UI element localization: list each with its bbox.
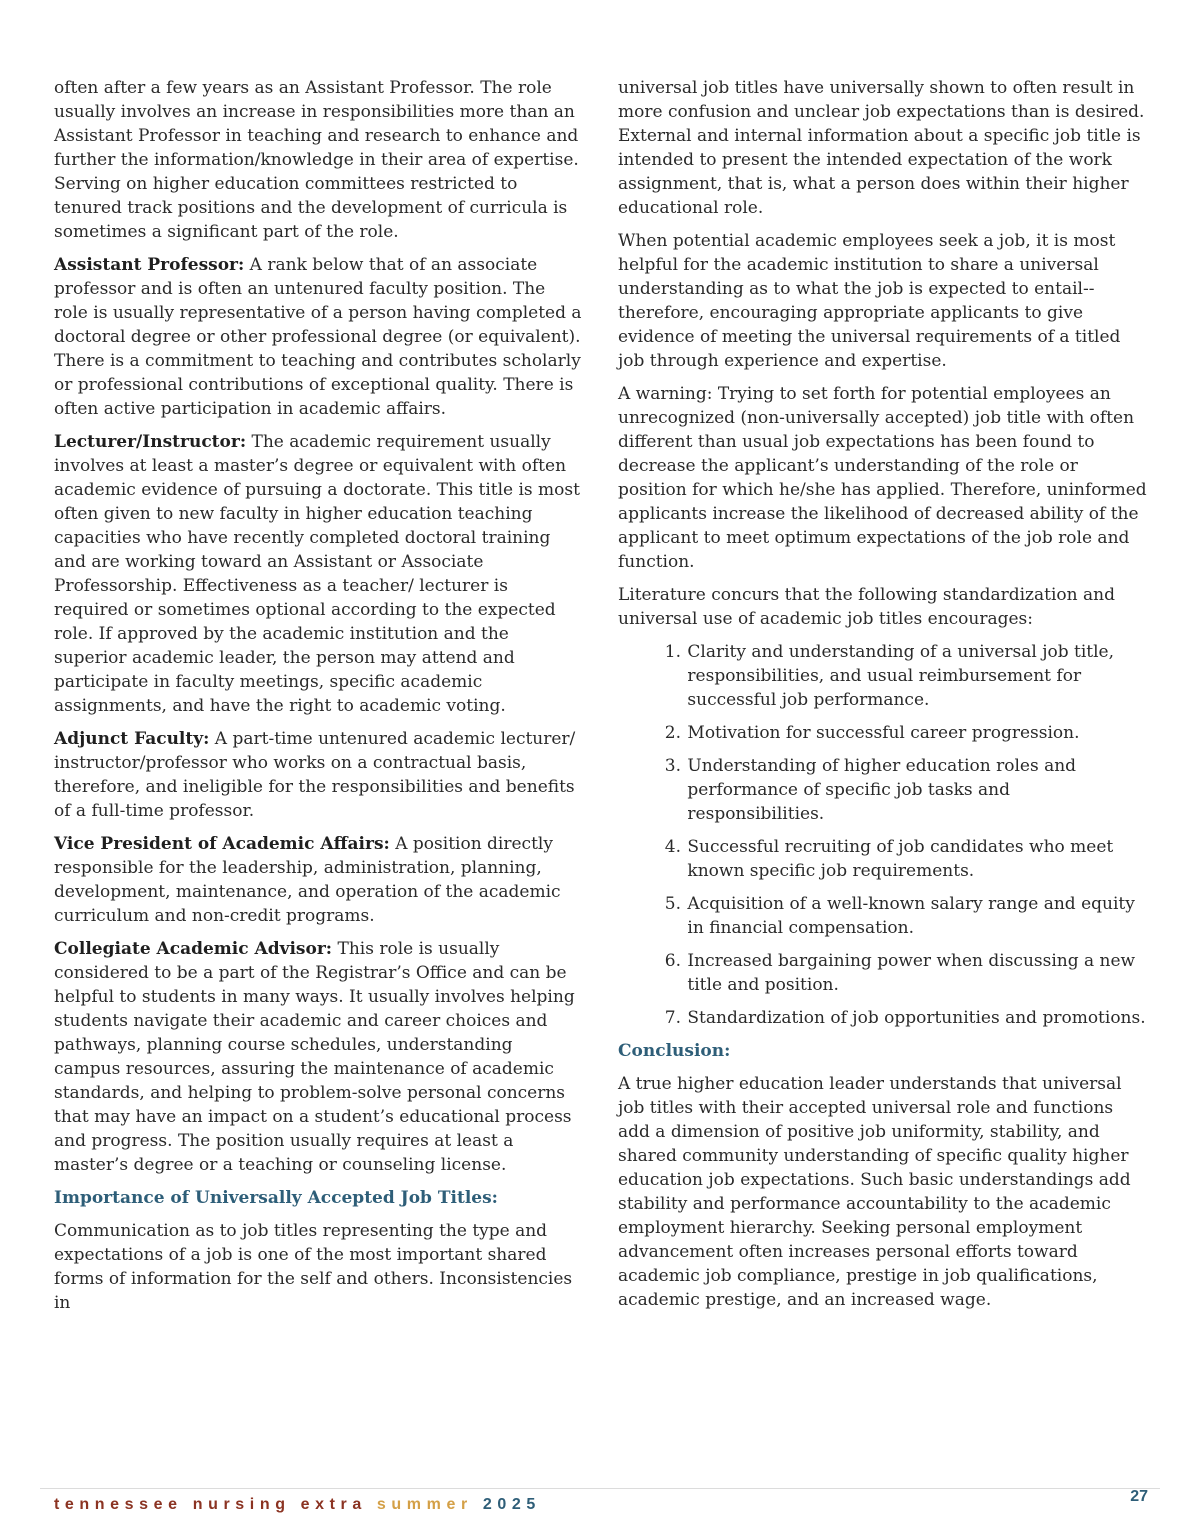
- list-item: [618, 1006, 1150, 1030]
- list-number: 1.: [664, 642, 681, 662]
- conclusion-heading: Conclusion:: [618, 1041, 731, 1061]
- list-number: 7.: [664, 1008, 681, 1028]
- definition-term: Lecturer/Instructor:: [54, 432, 247, 452]
- list-text: Increased bargaining power when discussing a new title and position.: [687, 951, 1136, 995]
- list-item: [618, 835, 1150, 883]
- list-text: Standardization of job opportunities and promotions.: [687, 1008, 1146, 1028]
- list-number: 5.: [664, 894, 681, 914]
- list-text: Successful recruiting of job candidates who meet known specific job requirements.: [687, 837, 1114, 881]
- list-text: Understanding of higher education roles and performance of specific job tasks and responsibilities.: [687, 756, 1077, 824]
- definition-term: Adjunct Faculty:: [54, 729, 210, 749]
- definition-term: Assistant Professor:: [54, 255, 245, 275]
- definition-lecturer-instructor: [54, 430, 584, 718]
- definition-term: Vice President of Academic Affairs:: [54, 834, 390, 854]
- literature-paragraph: Literature concurs that the following standardization and universal use of academic job titles encourages:: [618, 585, 1115, 629]
- definition-adjunct-faculty: [54, 727, 584, 823]
- definition-assistant-professor: [54, 253, 584, 421]
- definition-text: A position directly responsible for the leadership, administration, planning, development, maintenance, and operation of the academic curriculum and non-credit programs.: [54, 834, 561, 926]
- importance-heading: Importance of Universally Accepted Job Titles:: [54, 1188, 498, 1208]
- warning-paragraph: A warning: Trying to set forth for potential employees an unrecognized (non-universally accepted) job title with often different than usual job expectations has been found to decrease the applicant’s understanding of the role or position for which he/she has applied. Therefore, uninformed applicants increase the likelihood of decreased ability of the applicant to meet optimum expectations of the job role and function.: [618, 384, 1147, 572]
- footer-season: summer: [376, 1496, 473, 1513]
- conclusion-paragraph: A true higher education leader understands that universal job titles with their accepted universal role and functions add a dimension of positive job uniformity, stability, and shared community understanding of specific quality higher education job expectations. Such basic understandings add stability and performance accountability to the academic employment hierarchy. Seeking personal employment advancement often increases personal efforts toward academic job compliance, prestige in job qualifications, academic prestige, and an increased wage.: [618, 1074, 1131, 1310]
- list-number: 4.: [664, 837, 681, 857]
- list-number: 3.: [664, 756, 681, 776]
- page-number: 27: [1130, 1488, 1148, 1505]
- list-item: [618, 949, 1150, 997]
- definition-text: This role is usually considered to be a part of the Registrar’s Office and can be helpful to students in many ways. It usually involves helping students navigate their academic and career choices and pathways, planning course schedules, understanding campus resources, assuring the maintenance of academic standards, and helping to problem-solve personal concerns that may have an impact on a student’s educational process and progress. The position usually requires at least a master’s degree or a teaching or counseling license.: [54, 939, 575, 1175]
- list-item: [618, 754, 1150, 826]
- definition-text: A rank below that of an associate professor and is often an untenured faculty position. The role is usually representative of a person having completed a doctoral degree or other professional degree (or equivalent). There is a commitment to teaching and contributes scholarly or professional contributions of exceptional quality. There is often active participation in academic affairs.: [54, 255, 582, 419]
- job-titles-paragraph: universal job titles have universally shown to often result in more confusion and unclear job expectations than is desired. External and internal information about a specific job title is intended to present the intended expectation of the work assignment, that is, what a person does within their higher educational role.: [618, 78, 1145, 218]
- list-item: [618, 892, 1150, 940]
- intro-paragraph: often after a few years as an Assistant Professor. The role usually involves an increase in responsibilities more than an Assistant Professor in teaching and research to enhance and further the information/knowledge in their area of expertise. Serving on higher education committees restricted to tenured track positions and the development of curricula is sometimes a significant part of the role.: [54, 78, 579, 242]
- definition-term: Collegiate Academic Advisor:: [54, 939, 333, 959]
- list-text: Motivation for successful career progression.: [687, 723, 1080, 743]
- employees-paragraph: When potential academic employees seek a job, it is most helpful for the academic institution to share a universal understanding as to what the job is expected to entail-- therefore, encouraging appropriate applicants to give evidence of meeting the universal requirements of a titled job through experience and expertise.: [618, 231, 1121, 371]
- right-column: [618, 76, 1150, 1321]
- list-number: 6.: [664, 951, 681, 971]
- list-item: [618, 721, 1150, 745]
- definition-text: The academic requirement usually involves at least a master’s degree or equivalent with often academic evidence of pursuing a doctorate. This title is most often given to new faculty in higher education teaching capacities who have recently completed doctoral training and are working toward an Assistant or Associate Professorship. Effectiveness as a teacher/ lecturer is required or sometimes optional according to the expected role. If approved by the academic institution and the superior academic leader, the person may attend and participate in faculty meetings, specific academic assignments, and have the right to academic voting.: [54, 432, 580, 716]
- definition-vice-president: [54, 832, 584, 928]
- list-text: Acquisition of a well-known salary range and equity in financial compensation.: [687, 894, 1135, 938]
- definition-academic-advisor: [54, 937, 584, 1177]
- footer-divider: [40, 1488, 1160, 1489]
- left-column: [54, 76, 584, 1324]
- list-number: 2.: [664, 723, 681, 743]
- footer-brand: tennessee nursing extra: [54, 1496, 367, 1513]
- list-item: [618, 640, 1150, 712]
- list-text: Clarity and understanding of a universal job title, responsibilities, and usual reimbursement for successful job performance.: [687, 642, 1115, 710]
- definition-text: A part-time untenured academic lecturer/ instructor/professor who works on a contractual basis, therefore, and ineligible for the responsibilities and benefits of a full-time professor.: [54, 729, 576, 821]
- benefits-list: [618, 640, 1150, 1030]
- importance-paragraph: Communication as to job titles representing the type and expectations of a job is one of the most important shared forms of information for the self and others. Inconsistencies in: [54, 1221, 573, 1313]
- footer-publication-title: [54, 1496, 541, 1514]
- footer-year: 2025: [482, 1496, 541, 1513]
